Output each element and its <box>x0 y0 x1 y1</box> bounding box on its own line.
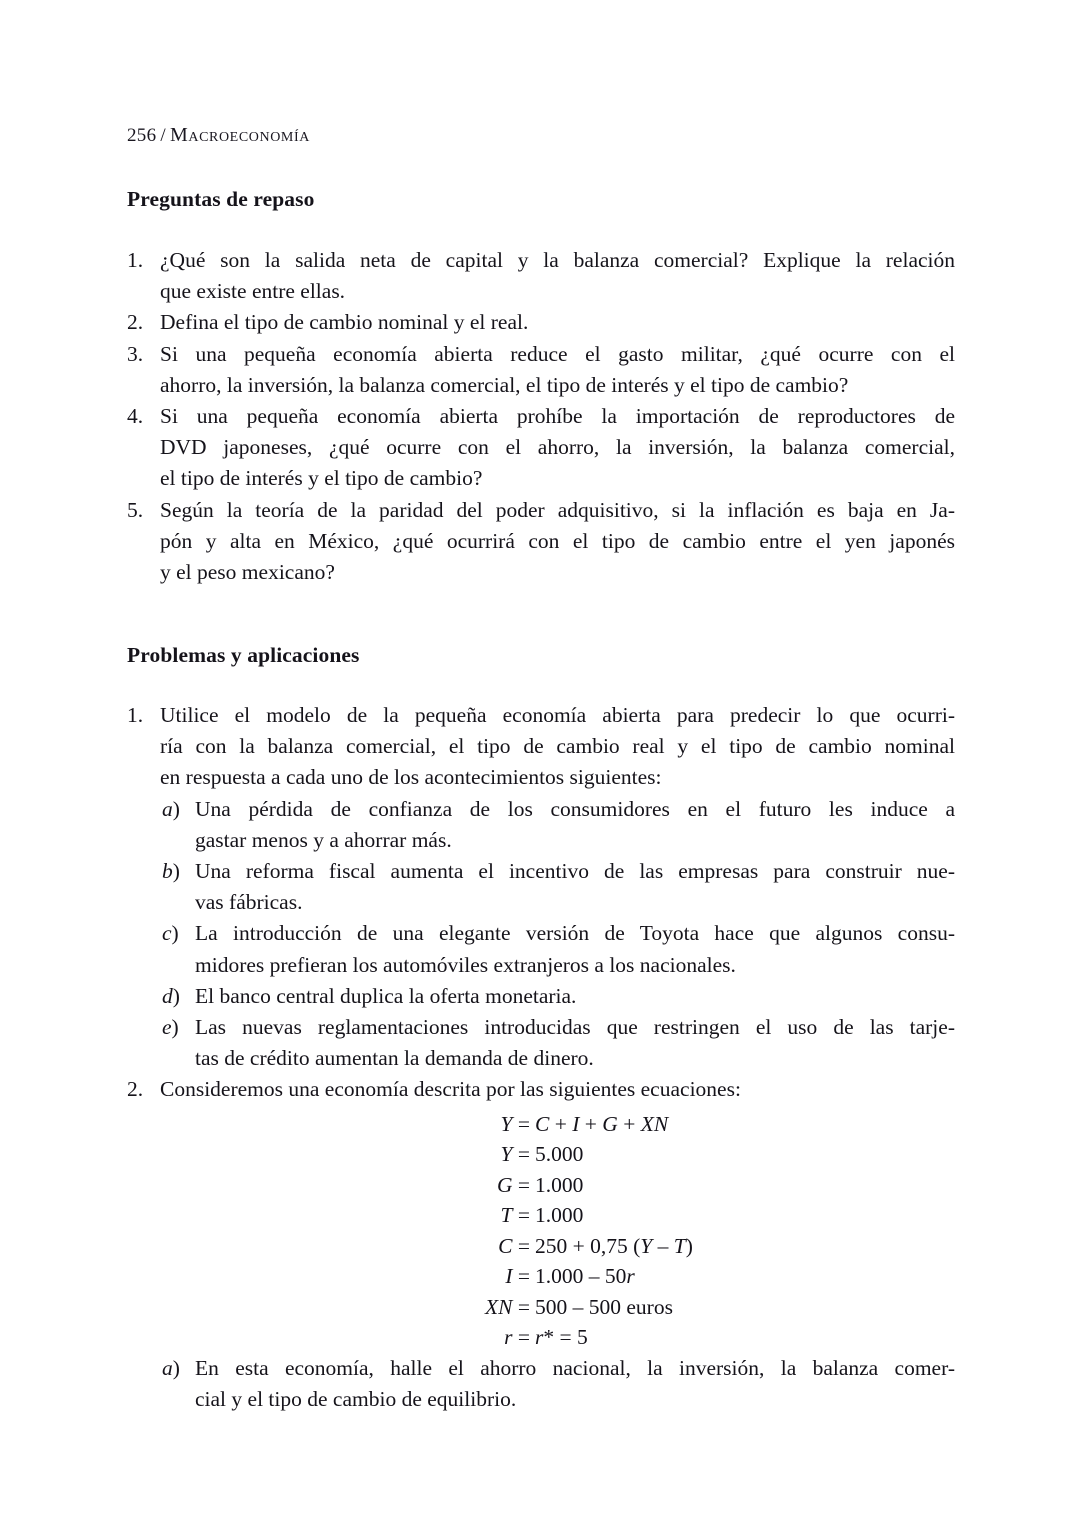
list-item <box>162 981 955 1012</box>
text-line: Consideremos una economía descrita por las siguientes ecuaciones: <box>160 1077 741 1102</box>
list-item-marker: 4. <box>127 404 144 429</box>
equation-lhs: Y = <box>500 1111 530 1136</box>
list-item-marker: 1. <box>127 703 144 727</box>
sub-item-text <box>195 981 955 1012</box>
text-line: Utilice el modelo de la pequeña economía abierta para predecir lo que ocurri- <box>160 703 955 727</box>
sub-item-letter: a <box>162 796 173 821</box>
text-line: El banco central duplica la oferta monetaria. <box>195 983 577 1008</box>
text-line: ¿Qué son la salida neta de capital y la balanza comercial? Explique la relación <box>160 248 955 272</box>
math-variable: C <box>535 1111 550 1136</box>
list-item <box>162 918 955 980</box>
text-line: La introducción de una elegante versión de Toyota hace que algunos consu- <box>195 921 955 946</box>
sub-list <box>160 794 955 1075</box>
equation-line <box>160 1139 955 1170</box>
equation-block <box>160 1109 955 1353</box>
text-line: Según la teoría de la paridad del poder adquisitivo, si la inflación es baja en Ja- <box>160 497 955 522</box>
list-item <box>127 307 955 338</box>
text-line: En esta economía, halle el ahorro nacional, la inversión, la balanza comer- <box>195 1355 955 1380</box>
running-head-separator: / <box>160 125 166 146</box>
equation-line <box>160 1231 955 1262</box>
equation-lhs: Y = <box>500 1142 530 1167</box>
list-item <box>162 1012 955 1074</box>
sub-item-text <box>195 1353 955 1415</box>
math-variable: I <box>572 1111 580 1136</box>
equation-line <box>160 1322 955 1353</box>
math-variable: r <box>504 1325 513 1350</box>
equation-lhs: T = <box>500 1203 530 1228</box>
equation-rhs: r* = 5 <box>535 1325 588 1350</box>
sub-item-paren: ) <box>172 859 180 884</box>
list-item-text <box>160 495 955 589</box>
equation-lhs: r = <box>504 1325 530 1350</box>
equation-rhs: 1.000 <box>535 1203 584 1228</box>
text-line: Si una pequeña economía abierta reduce el gasto militar, ¿qué ocurre con el <box>160 341 955 366</box>
equation-lhs: G = <box>496 1172 530 1197</box>
list-item-marker: 3. <box>127 341 144 366</box>
text-line: tas de crédito aumentan la demanda de dinero. <box>195 1046 594 1071</box>
equation-rhs: 250 + 0,75 (Y – T) <box>535 1233 693 1258</box>
equation-rhs: 5.000 <box>535 1142 584 1167</box>
equation-lhs: C = <box>498 1233 530 1258</box>
sub-item-marker <box>162 981 190 1012</box>
page-folio: 256 <box>127 125 157 146</box>
text-line: midores prefieran los automóviles extranjeros a los nacionales. <box>195 952 736 977</box>
sub-item-letter: b <box>162 859 173 884</box>
math-variable: T <box>673 1233 686 1258</box>
list-item <box>127 700 955 1074</box>
list-item-text <box>160 1074 955 1105</box>
equation-lhs: I = <box>505 1264 530 1289</box>
math-variable: G <box>602 1111 618 1136</box>
list-item-marker: 5. <box>127 497 144 522</box>
sub-item-marker <box>162 1012 190 1043</box>
equation-line <box>160 1170 955 1201</box>
list-item-text <box>160 401 955 495</box>
text-line: gastar menos y a ahorrar más. <box>195 827 452 852</box>
sub-item-text <box>195 918 955 980</box>
equation-line <box>160 1109 955 1140</box>
list-item <box>127 1074 955 1415</box>
equation-lhs: XN = <box>485 1294 530 1319</box>
text-line: ría con la balanza comercial, el tipo de cambio real y el tipo de cambio nominal <box>160 734 955 759</box>
math-variable: C <box>498 1233 513 1258</box>
sub-item-letter: c <box>162 921 172 946</box>
list-item <box>162 1353 955 1415</box>
sub-item-paren: ) <box>171 1015 179 1040</box>
list-item <box>162 794 955 856</box>
list-item-marker: 2. <box>127 310 144 335</box>
sub-item-text <box>195 856 955 918</box>
sub-item-letter: a <box>162 1355 173 1380</box>
text-line: Las nuevas reglamentaciones introducidas que restringen el uso de las tarje- <box>195 1015 955 1040</box>
sub-item-marker <box>162 1353 190 1384</box>
list-item-text <box>160 245 955 307</box>
running-head <box>127 124 310 147</box>
book-title: Macroeconomía <box>170 124 310 146</box>
equation-line <box>160 1261 955 1292</box>
math-variable: XN <box>640 1111 669 1136</box>
text-line: ahorro, la inversión, la balanza comercial, el tipo de interés y el tipo de cambio? <box>160 372 849 397</box>
text-line: el tipo de interés y el tipo de cambio? <box>160 466 483 491</box>
list-item <box>127 339 955 401</box>
text-line: pón y alta en México, ¿qué ocurrirá con el tipo de cambio entre el yen japonés <box>160 528 955 553</box>
math-variable: T <box>500 1203 513 1228</box>
list-item <box>162 856 955 918</box>
sub-item-marker <box>162 918 190 949</box>
equation-rhs: 1.000 – 50r <box>535 1264 635 1289</box>
sub-item-paren: ) <box>171 921 179 946</box>
sub-item-paren: ) <box>172 983 180 1008</box>
text-line: Si una pequeña economía abierta prohíbe la importación de reproductores de <box>160 404 955 429</box>
text-line: en respuesta a cada uno de los acontecimientos siguientes: <box>160 765 662 790</box>
section-heading-preguntas-de-repaso: Preguntas de repaso <box>127 187 315 211</box>
list-item-text <box>160 307 955 338</box>
text-line: DVD japoneses, ¿qué ocurre con el ahorro, la inversión, la balanza comercial, <box>160 435 955 460</box>
text-line: Una reforma fiscal aumenta el incentivo de las empresas para construir nue- <box>195 859 955 884</box>
sub-item-text <box>195 794 955 856</box>
list-item-text <box>160 339 955 401</box>
sub-item-letter: d <box>162 983 173 1008</box>
math-variable: Y <box>640 1233 653 1258</box>
text-line: y el peso mexicano? <box>160 560 335 585</box>
equation-rhs: 1.000 <box>535 1172 584 1197</box>
sub-item-paren: ) <box>172 1355 180 1380</box>
math-star: * <box>543 1325 555 1350</box>
math-variable: Y <box>500 1142 513 1167</box>
math-variable: r <box>626 1264 635 1289</box>
math-variable: r <box>535 1325 544 1350</box>
list-item <box>127 401 955 495</box>
math-variable: XN <box>485 1294 513 1319</box>
list-item-text <box>160 700 955 794</box>
text-line: Defina el tipo de cambio nominal y el real. <box>160 310 529 335</box>
text-line: vas fábricas. <box>195 890 303 915</box>
math-variable: I <box>505 1264 513 1289</box>
text-line: cial y el tipo de cambio de equilibrio. <box>195 1386 517 1411</box>
list-item-marker: 2. <box>127 1077 144 1102</box>
questions-list <box>127 245 955 588</box>
list-item <box>127 495 955 589</box>
math-variable: G <box>496 1172 513 1197</box>
sub-list <box>160 1353 955 1415</box>
list-item <box>127 245 955 307</box>
equation-line <box>160 1200 955 1231</box>
sub-item-letter: e <box>162 1015 172 1040</box>
list-item-marker: 1. <box>127 248 144 272</box>
equation-rhs: 500 – 500 euros <box>535 1294 673 1319</box>
text-line: que existe entre ellas. <box>160 279 346 304</box>
equation-rhs: C + I + G + XN <box>535 1111 669 1136</box>
sub-item-marker <box>162 856 190 887</box>
sub-item-paren: ) <box>172 796 180 821</box>
problems-list <box>127 700 955 1415</box>
text-line: Una pérdida de confianza de los consumidores en el futuro les induce a <box>195 796 955 821</box>
sub-item-marker <box>162 794 190 825</box>
sub-item-text <box>195 1012 955 1074</box>
equation-line <box>160 1292 955 1323</box>
math-variable: Y <box>500 1111 513 1136</box>
section-heading-problemas-y-aplicaciones: Problemas y aplicaciones <box>127 643 360 667</box>
